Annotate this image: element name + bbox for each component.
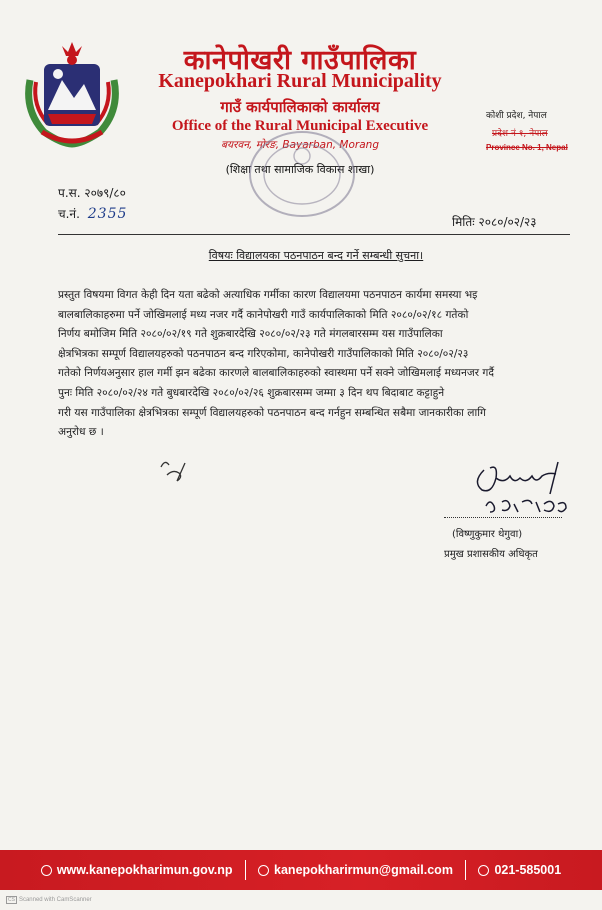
phone-number[interactable]: 021-585001 <box>494 863 562 877</box>
body-line: पुनः मिति २०८०/०२/२४ गते बुधबारदेखि २०८०/०२/२६ शुक्रबारसम्म जम्मा ३ दिन थप बिदाबाट कट्टाहुने <box>58 386 445 399</box>
cn-value: 2355 <box>87 206 128 222</box>
footer-phone[interactable] <box>478 863 561 877</box>
date-label: मितिः <box>452 215 475 229</box>
municipality-title-nepali: कानेपोखरी गाउँपालिका <box>183 45 417 76</box>
email-link[interactable]: kanepokharirmun@gmail.com <box>274 863 453 877</box>
cn-number <box>58 205 127 222</box>
body-line: गतेको निर्णयअनुसार हाल गर्मी झन बढेका कारणले बालबालिकाहरुको स्वास्थमा पर्ने सक्ने जोखिमलाई मध्यनजर गर्दै <box>58 367 494 380</box>
ps-value: २०७९/८० <box>84 186 126 200</box>
footer-bar <box>0 850 602 890</box>
body-line: क्षेत्रभित्रका सम्पूर्ण विद्यालयहरुको पठनपाठन बन्द गरिएकोमा, कानेपोखरी गाउँपालिकाको मिति २०८०/०२/२३ <box>58 347 469 360</box>
office-title-english: Office of the Rural Municipal Executive <box>171 118 429 134</box>
body-line: प्रस्तुत विषयमा विगत केही दिन यता बढेको अत्याधिक गर्मीका कारण विद्यालयमा पठनपाठन कार्यमा समस्या भइ <box>58 289 478 301</box>
signatory-name: (विष्णुकुमार थेगुवा) <box>452 529 523 540</box>
subject-line: विषयः विद्यालयका पठनपाठन बन्द गर्ने सम्बन्धी सुचना। <box>208 249 424 262</box>
old-province-english: Province No. 1, Nepal <box>486 143 568 152</box>
office-address: बयरवन, मोरङ, Bayarban, Morang <box>221 139 379 151</box>
footer-divider <box>245 860 247 880</box>
signature-mark <box>470 454 580 524</box>
letter-date <box>452 213 537 230</box>
cn-label: च.नं. <box>58 207 80 221</box>
letter-body <box>58 286 578 443</box>
office-title-nepali: गाउँ कार्यपालिकाको कार्यालय <box>220 98 380 116</box>
website-link[interactable]: www.kanepokharimun.gov.np <box>56 863 233 877</box>
footer-email[interactable] <box>258 863 453 877</box>
body-line: अनुरोध छ । <box>58 426 104 439</box>
date-value: २०८०/०२/२३ <box>478 215 537 229</box>
section-name: (शिक्षा तथा सामाजिक विकास शाखा) <box>225 163 375 176</box>
signature-line <box>444 517 562 518</box>
phone-icon <box>478 865 489 876</box>
old-province-address: प्रदेश नं १, नेपाल <box>492 129 548 139</box>
globe-icon <box>41 865 52 876</box>
municipality-title-english: Kanepokhari Rural Municipality <box>158 70 442 92</box>
footer-website[interactable] <box>41 863 233 877</box>
header-divider <box>58 234 570 235</box>
tick-mark <box>157 455 189 485</box>
body-line: बालबालिकाहरुमा पर्ने जोखिमलाई मध्य नजर गर्दै कानेपोखरी गाउँ कार्यपालिकाको मिति २०८०/०२/१८ गतेको <box>58 308 469 321</box>
footer-divider <box>465 860 467 880</box>
ps-label: प.स. <box>58 186 81 200</box>
body-line: निर्णय बमोजिम मिति २०८०/०२/१९ गते शुक्रबारदेखि २०८०/०२/२३ गते मंगलबारसम्म यस गाउँपालिका <box>58 328 443 341</box>
ps-number <box>58 184 126 201</box>
email-icon <box>258 865 269 876</box>
office-stamp <box>246 126 358 222</box>
emblem-logo <box>22 40 122 150</box>
province-address: कोशी प्रदेश, नेपाल <box>486 111 547 121</box>
signatory-designation: प्रमुख प्रशासकीय अधिकृत <box>444 549 538 560</box>
body-line: गरी यस गाउँपालिका क्षेत्रभित्रका सम्पूर्ण विद्यालयहरुको पठनपाठन बन्द गर्नहुन सम्बन्धित सबैमा जानकारीका लागि <box>58 406 486 419</box>
scanner-tag: CS Scanned with CamScanner <box>8 897 92 903</box>
